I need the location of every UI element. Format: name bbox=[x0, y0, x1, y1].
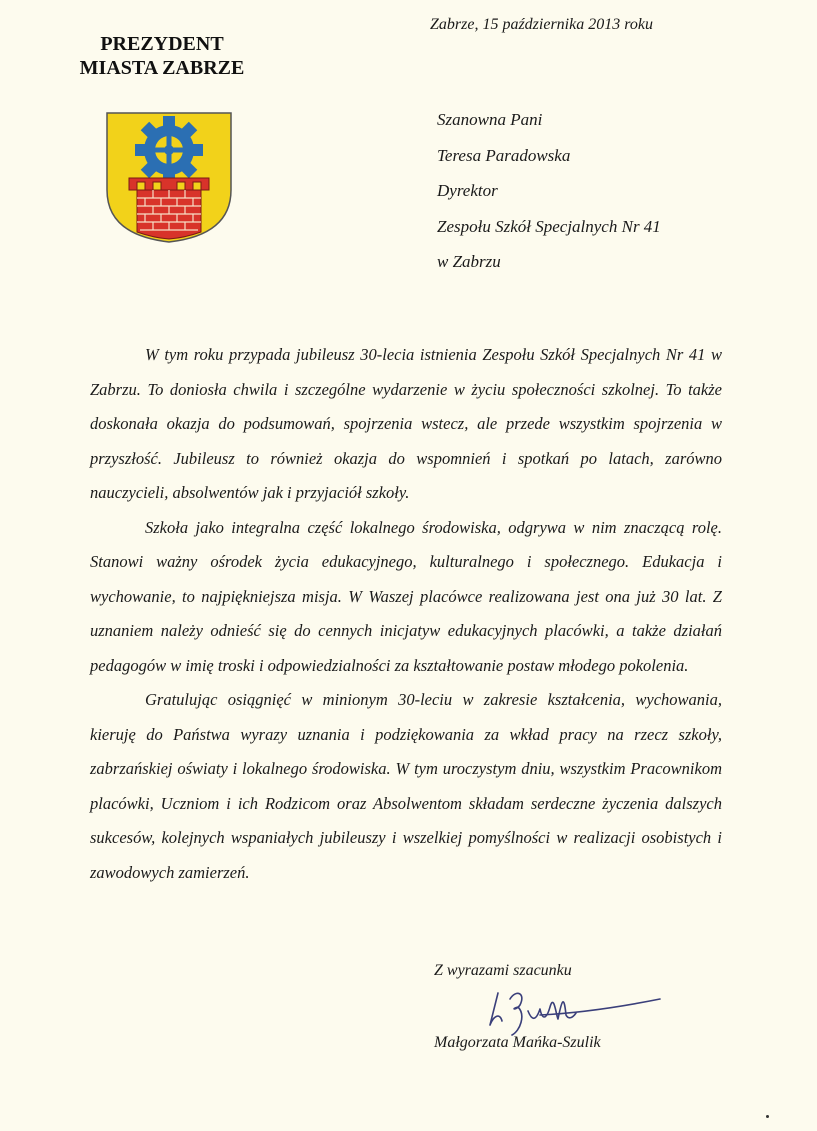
recipient-name: Teresa Paradowska bbox=[437, 145, 571, 165]
body-paragraph-2: Szkoła jako integralna część lokalnego środowiska, odgrywa w nim znaczącą rolę. Stanowi ważny ośrodek życia edukacyjnego, kulturalnego i społecznego. Edukacja i wychowanie, to najpiękniejsza misja. W Waszej placówce realizowana jest ona już 30 lat. Z uznaniem należy odnieść się do cennych inicjatyw edukacyjnych placówki, a także działań pedagogów w imię troski i odpowiedzialności za kształtowanie postaw młodego pokolenia. bbox=[90, 517, 722, 675]
letterhead-line-2: MIASTA ZABRZE bbox=[79, 57, 245, 79]
paper-speck bbox=[766, 1115, 769, 1118]
recipient-salutation: Szanowna Pani bbox=[437, 110, 543, 129]
signer-name: Małgorzata Mańka-Szulik bbox=[434, 1034, 601, 1051]
recipient-institution: Zespołu Szkół Specjalnych Nr 41 bbox=[437, 216, 661, 236]
body-paragraph-1: W tym roku przypada jubileusz 30-lecia istnienia Zespołu Szkół Specjalnych Nr 41 w Zabrzu. To doniosła chwila i szczególne wydarzenie w życiu społeczności szkolnej. To także doskonała okazja do podsumowań, spojrzenia wstecz, ale przede wszystkim spojrzenia w przyszłość. Jubileusz to również okazja do wspomnień i spotkań po latach, zarówno nauczycieli, absolwentów jak i przyjaciół szkoły. bbox=[90, 345, 722, 502]
letter-body bbox=[90, 338, 722, 890]
coat-of-arms-icon bbox=[104, 110, 234, 245]
letter-date: Zabrze, 15 października 2013 roku bbox=[430, 16, 653, 33]
recipient-block bbox=[437, 102, 661, 280]
letterhead-title bbox=[60, 32, 264, 80]
recipient-city: w Zabrzu bbox=[437, 252, 501, 271]
closing-phrase: Z wyrazami szacunku bbox=[434, 962, 572, 979]
gear-icon bbox=[135, 116, 203, 184]
letterhead-line-1: PREZYDENT bbox=[100, 33, 224, 55]
recipient-title: Dyrektor bbox=[437, 181, 498, 200]
body-paragraph-3: Gratulując osiągnięć w minionym 30-leciu w zakresie kształcenia, wychowania, kieruję do Państwa wyrazy uznania i podziękowania za wkład pracy na rzecz szkoły, zabrzańskiej oświaty i lokalnego środowiska. W tym uroczystym dniu, wszystkim Pracownikom placówki, Uczniom i ich Rodzicom oraz Absolwentom składam serdeczne życzenia dalszych sukcesów, kolejnych wspaniałych jubileuszy i wszelkiej pomyślności w realizacji osobistych i zawodowych zamierzeń. bbox=[90, 690, 722, 882]
